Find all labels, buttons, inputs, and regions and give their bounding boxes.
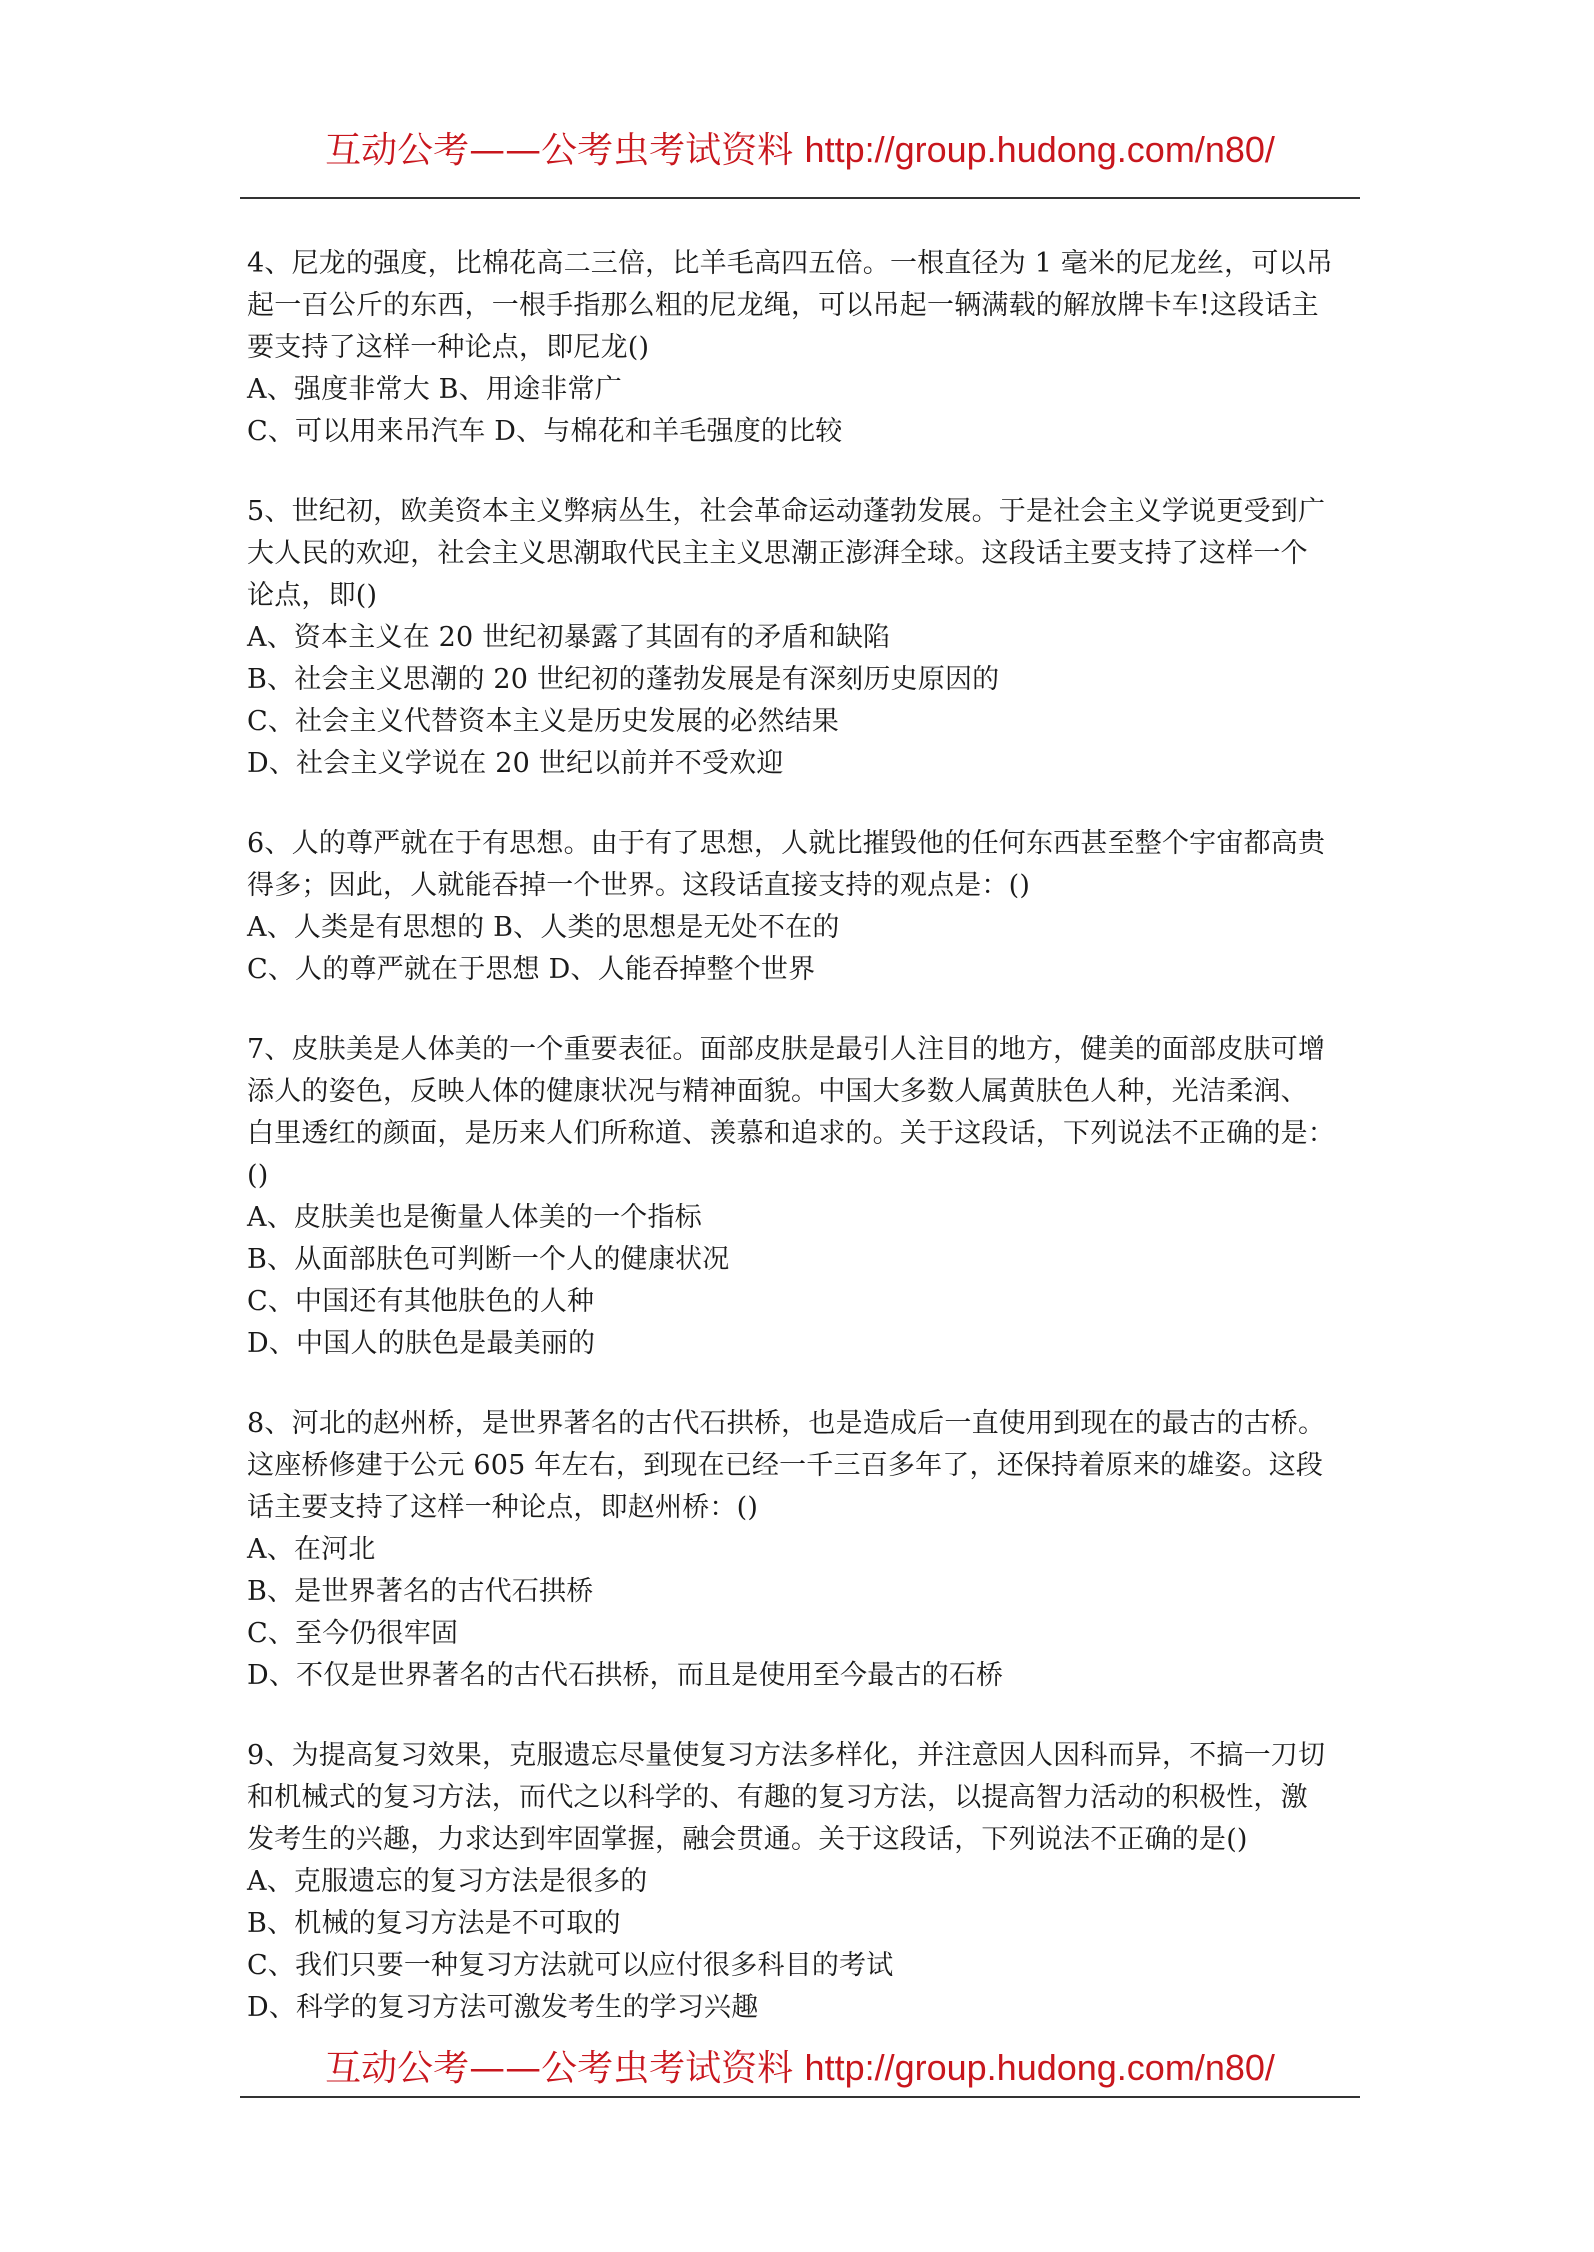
answer-option: A、在河北 <box>247 1534 376 1565</box>
question-stem-line: 7、皮肤美是人体美的一个重要表征。面部皮肤是最引人注目的地方，健美的面部皮肤可增 <box>247 1034 1326 1065</box>
question-stem-line: 起一百公斤的东西，一根手指那么粗的尼龙绳，可以吊起一辆满载的解放牌卡车!这段话主 <box>247 290 1319 321</box>
question-7 <box>247 1029 1352 1365</box>
question-stem-line: 论点，即() <box>247 580 378 611</box>
answer-option: D、科学的复习方法可激发考生的学习兴趣 <box>247 1992 759 2023</box>
question-stem-line: 这座桥修建于公元 605 年左右，到现在已经一千三百多年了，还保持着原来的雄姿。这段 <box>247 1450 1324 1481</box>
question-stem-line: 5、世纪初，欧美资本主义弊病丛生，社会革命运动蓬勃发展。于是社会主义学说更受到广 <box>247 496 1326 527</box>
question-stem-line: 要支持了这样一种论点，即尼龙() <box>247 332 650 363</box>
footer-divider <box>240 2096 1360 2098</box>
answer-option: D、不仅是世界著名的古代石拱桥，而且是使用至今最古的石桥 <box>247 1660 1004 1691</box>
answer-option: B、机械的复习方法是不可取的 <box>247 1908 621 1939</box>
question-4 <box>247 243 1352 453</box>
answer-option: C、我们只要一种复习方法就可以应付很多科目的考试 <box>247 1950 894 1981</box>
answer-option: A、克服遗忘的复习方法是很多的 <box>247 1866 648 1897</box>
question-stem-line: 得多；因此，人就能吞掉一个世界。这段话直接支持的观点是：() <box>247 870 1031 901</box>
page-footer <box>240 2040 1360 2091</box>
answer-option: B、从面部肤色可判断一个人的健康状况 <box>247 1244 730 1275</box>
answer-option: A、皮肤美也是衡量人体美的一个指标 <box>247 1202 702 1233</box>
question-stem-line: 9、为提高复习效果，克服遗忘尽量使复习方法多样化，并注意因人因科而异，不搞一刀切 <box>247 1740 1326 1771</box>
question-stem-line: 8、河北的赵州桥，是世界著名的古代石拱桥，也是造成后一直使用到现在的最古的古桥。 <box>247 1408 1326 1439</box>
question-list <box>247 243 1352 2067</box>
question-5 <box>247 491 1352 785</box>
answer-option: A、人类是有思想的 B、人类的思想是无处不在的 <box>247 912 840 943</box>
answer-option: D、社会主义学说在 20 世纪以前并不受欢迎 <box>247 748 784 779</box>
answer-option: B、是世界著名的古代石拱桥 <box>247 1576 594 1607</box>
question-8 <box>247 1403 1352 1697</box>
header-url[interactable]: http://group.hudong.com/n80/ <box>804 129 1275 170</box>
answer-option: D、中国人的肤色是最美丽的 <box>247 1328 596 1359</box>
header-divider <box>240 197 1360 199</box>
footer-url[interactable]: http://group.hudong.com/n80/ <box>804 2047 1275 2088</box>
page-header <box>240 122 1360 173</box>
question-9 <box>247 1735 1352 2029</box>
question-stem-line: 添人的姿色，反映人体的健康状况与精神面貌。中国大多数人属黄肤色人种，光洁柔润、 <box>247 1076 1308 1107</box>
answer-option: C、至今仍很牢固 <box>247 1618 459 1649</box>
question-stem-line: () <box>247 1160 269 1191</box>
question-6 <box>247 823 1352 991</box>
answer-option: C、人的尊严就在于思想 D、人能吞掉整个世界 <box>247 954 816 985</box>
question-stem-line: 话主要支持了这样一种论点，即赵州桥：() <box>247 1492 759 1523</box>
answer-option: C、中国还有其他肤色的人种 <box>247 1286 595 1317</box>
answer-option: B、社会主义思潮的 20 世纪初的蓬勃发展是有深刻历史原因的 <box>247 664 1000 695</box>
answer-option: C、可以用来吊汽车 D、与棉花和羊毛强度的比较 <box>247 416 843 447</box>
question-stem-line: 白里透红的颜面，是历来人们所称道、羡慕和追求的。关于这段话，下列说法不正确的是： <box>247 1118 1335 1149</box>
question-stem-line: 6、人的尊严就在于有思想。由于有了思想，人就比摧毁他的任何东西甚至整个宇宙都高贵 <box>247 828 1326 859</box>
question-stem-line: 发考生的兴趣，力求达到牢固掌握，融会贯通。关于这段话，下列说法不正确的是() <box>247 1824 1248 1855</box>
question-stem-line: 和机械式的复习方法，而代之以科学的、有趣的复习方法，以提高智力活动的积极性，激 <box>247 1782 1308 1813</box>
header-title: 互动公考——公考虫考试资料 <box>325 130 805 171</box>
footer-title: 互动公考——公考虫考试资料 <box>325 2048 805 2089</box>
answer-option: C、社会主义代替资本主义是历史发展的必然结果 <box>247 706 840 737</box>
answer-option: A、强度非常大 B、用途非常广 <box>247 374 622 405</box>
question-stem-line: 大人民的欢迎，社会主义思潮取代民主主义思潮正澎湃全球。这段话主要支持了这样一个 <box>247 538 1308 569</box>
question-stem-line: 4、尼龙的强度，比棉花高二三倍，比羊毛高四五倍。一根直径为 1 毫米的尼龙丝，可以吊 <box>247 248 1333 279</box>
answer-option: A、资本主义在 20 世纪初暴露了其固有的矛盾和缺陷 <box>247 622 891 653</box>
